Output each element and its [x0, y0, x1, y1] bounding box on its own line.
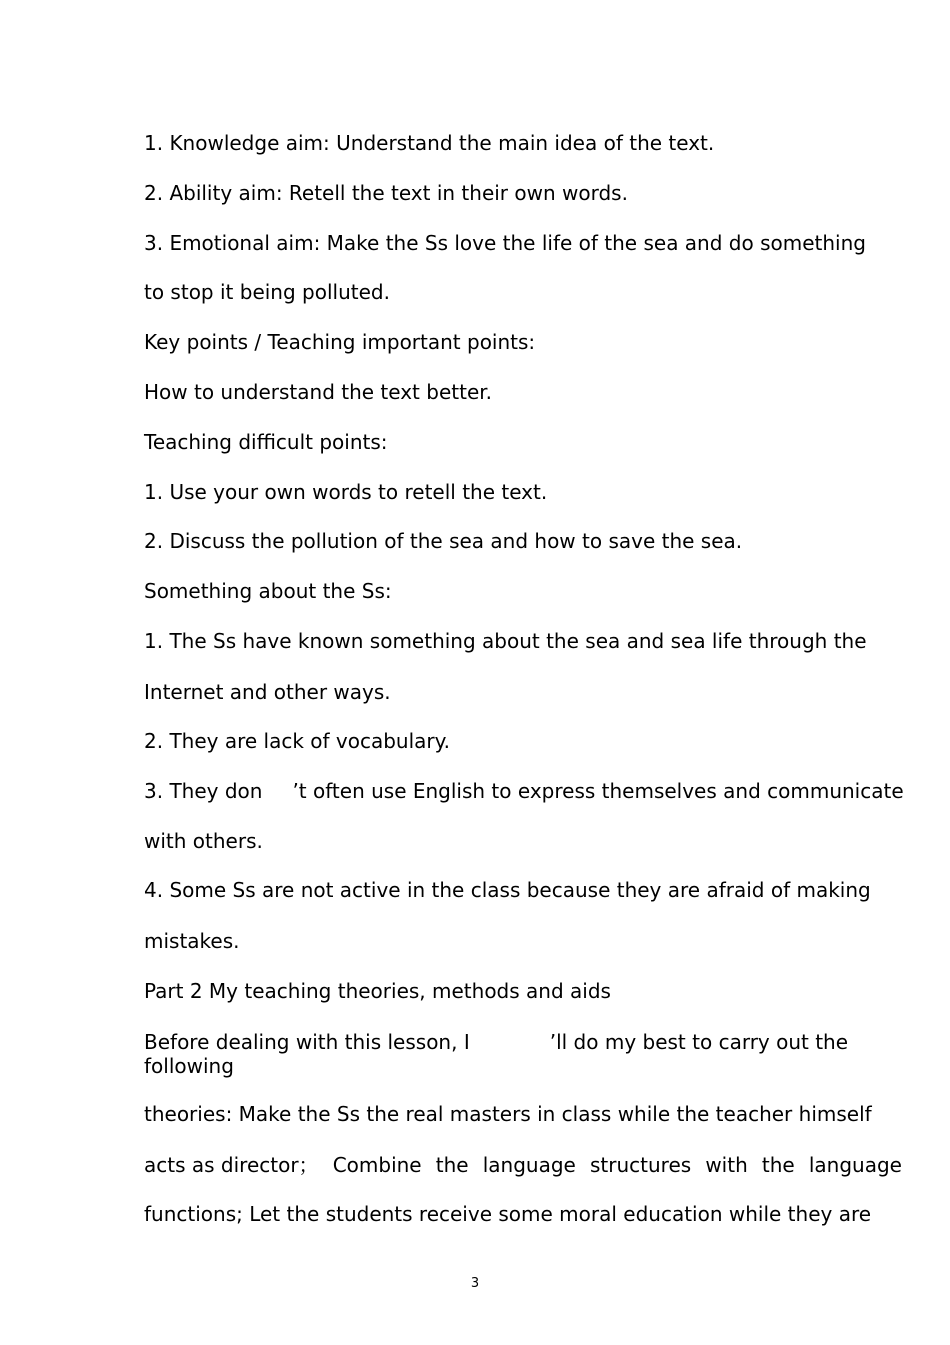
word: language [808, 1153, 902, 1177]
paragraph-line: to stop it being polluted. [144, 280, 390, 304]
word: language [482, 1153, 576, 1177]
text-fragment: 3. They don [144, 779, 263, 803]
text-fragment: ’t often use English to express themselves and communicate [292, 779, 904, 803]
paragraph-line: functions; Let the students receive some moral education while they are [144, 1202, 872, 1226]
paragraph-line: 2. Discuss the pollution of the sea and how to save the sea. [144, 529, 743, 553]
paragraph-line: 2. They are lack of vocabulary. [144, 729, 450, 753]
section-heading: Teaching difficult points: [144, 430, 388, 454]
page-number: 3 [470, 1276, 480, 1291]
paragraph-line: with others. [144, 829, 263, 853]
paragraph-line: 1. Knowledge aim: Understand the main idea of the text. [144, 131, 715, 155]
paragraph-line: mistakes. [144, 929, 240, 953]
section-heading: Key points / Teaching important points: [144, 330, 536, 354]
word: Combine [332, 1153, 422, 1177]
paragraph-line-justified [144, 1153, 902, 1177]
paragraph-line [144, 779, 904, 803]
paragraph-line [144, 1030, 848, 1054]
paragraph-line: 1. The Ss have known something about the sea and sea life through the [144, 629, 867, 653]
section-heading: Something about the Ss: [144, 579, 392, 603]
paragraph-line: How to understand the text better. [144, 380, 492, 404]
section-heading: Part 2 My teaching theories, methods and aids [144, 979, 611, 1003]
word: structures [589, 1153, 692, 1177]
paragraph-line: theories: Make the Ss the real masters in class while the teacher himself [144, 1102, 872, 1126]
paragraph-line: 2. Ability aim: Retell the text in their own words. [144, 181, 628, 205]
text-fragment: Before dealing with this lesson, I [144, 1030, 470, 1054]
paragraph-line: Internet and other ways. [144, 680, 391, 704]
paragraph-line: following [144, 1054, 234, 1078]
word: the [761, 1153, 795, 1177]
text-fragment: ’ll do my best to carry out the [549, 1030, 849, 1054]
paragraph-line: 3. Emotional aim: Make the Ss love the life of the sea and do something [144, 231, 866, 255]
word: the [435, 1153, 469, 1177]
paragraph-line: 4. Some Ss are not active in the class because they are afraid of making [144, 878, 871, 902]
paragraph-line: 1. Use your own words to retell the text. [144, 480, 548, 504]
word: with [705, 1153, 748, 1177]
word: acts as director； [144, 1153, 319, 1177]
